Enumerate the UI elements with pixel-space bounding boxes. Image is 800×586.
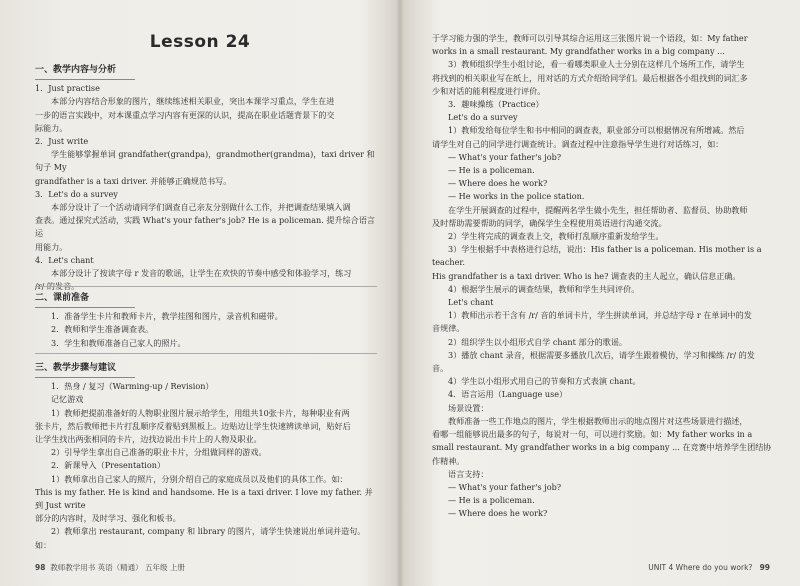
section-title: 三、教学步骤与建议: [35, 362, 135, 378]
unit-title: UNIT 4 Where do you work?: [648, 563, 753, 572]
section-title: 一、教学内容与分析: [35, 64, 135, 80]
text-line: — Where does he work?: [448, 508, 548, 519]
text-line: 音。: [432, 363, 449, 374]
text-line: — He is a policeman.: [448, 165, 535, 176]
text-line: /r/ 的发音。: [35, 281, 80, 292]
section-preparation: [35, 292, 377, 350]
text-line: 部分的内容时，及时学习、强化和板书。: [35, 513, 181, 524]
text-line: 1）教师出示若干含有 /r/ 音的单词卡片，学生拼读单词，并总结字母 r 在单词中的发: [448, 310, 752, 321]
text-line: 于学习能力强的学生，教师可以引导其综合运用这三张图片说一个语段，如：My father: [432, 33, 748, 43]
text-line: 1．Just practise: [35, 83, 100, 94]
text-line: 4）根据学生展示的调查结果，教师和学生共同评价。: [448, 283, 640, 294]
right-page: [400, 0, 800, 586]
text-line: 1）教师拿出自己家人的照片，分别介绍自己的家庭成员以及他们的具体工作。如：: [51, 473, 348, 484]
text-line: 3．学生和教师准备自己家人的照片。: [51, 337, 186, 348]
text-line: 将找到的相关职业写在纸上，用对话的方式介绍给同学们。最后根据各小组找到的词汇多: [432, 72, 748, 83]
text-line: 2）引导学生拿出自己准备的职业卡片，分组做同样的游戏。: [51, 447, 267, 458]
text-line: 一步的语言实践中，对本课重点学习内容有更深的认识，提高在职业话题背景下的交: [35, 109, 335, 120]
book-title: 教师教学用书 英语（精通） 五年级 上册: [50, 563, 185, 572]
section-content-analysis: [35, 64, 377, 293]
text-line: works in a small restaurant. My grandfather works in a big company ...: [432, 46, 725, 57]
text-line: 及时帮助需要帮助的同学，确保学生全程使用英语进行沟通交流。: [432, 217, 667, 228]
page-footer: [648, 561, 770, 574]
text-line: 用能力。: [35, 241, 68, 252]
text-line: Let's chant: [448, 297, 494, 308]
text-line: 本部分设计了按读字母 r 发音的歌谣，让学生在欢快的节奏中感受和体验学习，练习: [51, 268, 352, 279]
text-line: 1）教师把提前准备好的人物职业图片展示给学生，用组共10张卡片，每种职业有两: [51, 407, 350, 418]
page-number: 99: [759, 563, 770, 572]
text-line: 4）学生以小组形式用自己的节奏和方式表演 chant。: [448, 376, 641, 387]
text-line: 3）教师组织学生小组讨论，看一看哪类职业人士分别在这样几个场所工作，请学生: [448, 59, 745, 70]
text-line: 1．准备学生卡片和教师卡片，教学挂图和图片，录音机和磁带。: [51, 311, 283, 322]
text-line: 3）学生根据手中表格进行总结，说出：His father is a policeman. His mother is a teacher.: [432, 244, 762, 268]
text-line: 张卡片，然后教师把卡片打乱顺序反着贴到黑板上。边贴边让学生快速辨读单词，贴好后: [35, 420, 351, 431]
divider: [35, 353, 377, 354]
section-title: 二、课前准备: [35, 292, 135, 308]
text-line: 3．Let's do a survey: [35, 188, 118, 199]
text-line: 查表。通过探究式活动，实践 What's your father's job? He is a policeman. 提升综合语言运: [35, 215, 375, 239]
text-line: 教师准备一些工作地点的图片，学生根据教师出示的地点图片对这些场景进行描述，: [448, 415, 748, 426]
text-line: small restaurant. My grandfather works in a big company ... 在竞赛中培养学生团结协作精神。: [432, 442, 772, 466]
text-line: 学生能够掌握单词 grandfather(grandpa)，grandmother(grandma)，taxi driver 和句子 My: [35, 149, 375, 173]
text-line: 少和对话的能利程度进行评价。: [432, 85, 546, 96]
text-line: 让学生找出两张相同的卡片，边找边说出卡片上的人物及职业。: [35, 434, 262, 445]
text-line: — Where does he work?: [448, 178, 548, 189]
right-page-body: [432, 32, 772, 521]
text-line: This is my father. He is kind and handsome. He is a taxi driver. I love my father. 并到 Just write: [35, 486, 373, 511]
divider: [35, 286, 377, 287]
text-line: 1）教师发给每位学生和书中相同的调查表，职业部分可以根据情况有所增减。然后: [448, 125, 745, 136]
text-line: 际能力。: [35, 122, 68, 133]
text-line: 2．新课导入（Presentation）: [51, 460, 166, 471]
text-line: 1．热身 / 复习（Warming-up / Revision）: [51, 381, 214, 392]
text-line: 2．教师和学生准备调查表。: [51, 324, 154, 335]
text-line: 2）组织学生以小组形式自学 chant 部分的歌谣。: [448, 336, 628, 347]
text-line: 场景设置：: [448, 402, 489, 413]
text-line: 3．趣味操练（Practice）: [448, 99, 544, 110]
page-footer: [35, 561, 185, 574]
text-line: 2）教师拿出 restaurant, company 和 library 的图片，请学生快速说出单词并造句。如：: [35, 526, 366, 550]
text-line: — What's your father's job?: [448, 481, 562, 492]
text-line: — What's your father's job?: [448, 151, 562, 162]
text-line: His grandfather is a taxi driver. Who is he? 调查表的主人起立，确认信息正确。: [432, 270, 741, 281]
text-line: 语言支持：: [448, 468, 489, 479]
text-line: 3）播放 chant 录音，根据需要多播放几次后，请学生跟着模仿，学习和操练 /r/ 的发: [448, 349, 755, 360]
text-line: — He is a policeman.: [448, 495, 535, 506]
text-line: 在学生开展调查的过程中，提醒两名学生做小先生，担任帮助者、监督员、协助教师: [448, 204, 748, 215]
text-line: grandfather is a taxi driver. 并能够正确规范书写。: [35, 175, 232, 186]
text-line: — He works in the police station.: [448, 191, 585, 202]
text-line: 2．Just write: [35, 136, 89, 147]
text-line: 2）学生将完成的调查表上交，教师打乱顺序重新发给学生。: [448, 231, 664, 242]
text-line: 请学生对自己的同学进行调查统计。调查过程中注意指导学生进行对话练习，如：: [432, 138, 724, 149]
text-line: 本部分内容结合形象的图片，继续练述相关职业，突出本课学习重点，学生在进: [51, 96, 335, 107]
text-line: 4．语言运用（Language use）: [448, 389, 568, 400]
text-line: 4．Let's chant: [35, 254, 94, 265]
page-number: 98: [35, 563, 46, 572]
text-line: 看哪一组能够说出最多的句子，每说对一句，可以进行奖励。如：My father works in a: [432, 429, 753, 440]
text-line: 记忆游戏: [51, 394, 84, 405]
section-steps: [35, 362, 377, 552]
text-line: 音规律。: [432, 323, 465, 334]
text-line: 本部分设计了一个活动请同学们调查自己亲友分别做什么工作，并把调查结果填入调: [51, 202, 351, 213]
text-line: Let's do a survey: [448, 112, 518, 123]
lesson-title: Lesson 24: [149, 32, 251, 52]
